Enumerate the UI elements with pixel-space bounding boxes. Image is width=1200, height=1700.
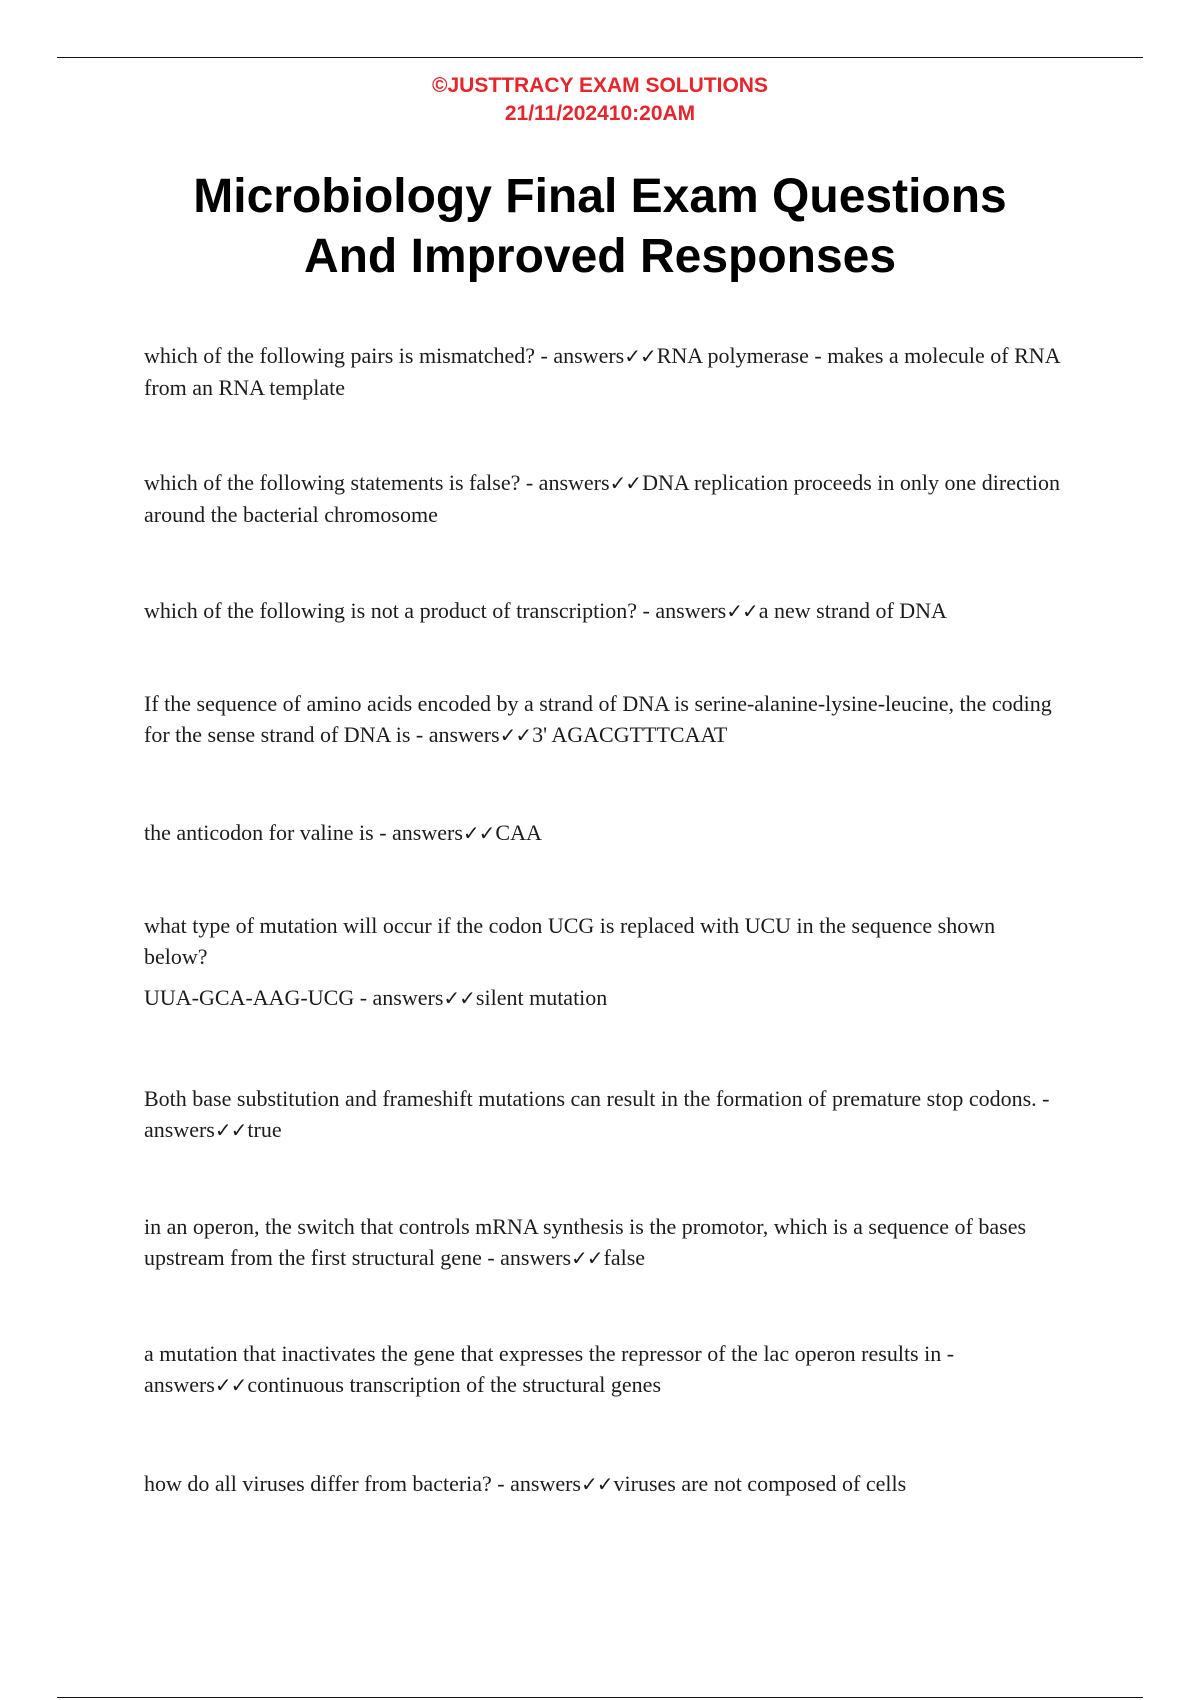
qa-item-3 [144,595,1064,627]
double-check-icon: ✓✓ [726,599,758,623]
answer-text: DNA replication proceeds in only one direction around the bacterial chromosome [144,470,1060,527]
double-check-icon: ✓✓ [581,1472,613,1496]
qa-paragraph [144,595,1064,627]
qa-paragraph: what type of mutation will occur if the codon UCG is replaced with UCU in the sequence shown below? [144,913,996,969]
title-line-1: Microbiology Final Exam Questions [193,170,1007,223]
question-text: Both base substitution and frameshift mutations can result in the formation of premature stop codons. - answers [144,1086,1050,1142]
answer-text: viruses are not composed of cells [613,1471,907,1496]
answer-text: CAA [495,820,542,845]
qa-item-9 [144,1338,1064,1401]
question-text: the anticodon for valine is - answers [144,820,463,845]
double-check-icon: ✓✓ [499,723,532,747]
copyright-line: ©JUSTTRACY EXAM SOLUTIONS [432,74,768,97]
qa-item-7 [144,1083,1064,1146]
answer-text: RNA polymerase - makes a molecule of RNA from an RNA template [144,343,1060,400]
qa-paragraph [144,1211,1064,1274]
double-check-icon: ✓✓ [214,1118,247,1142]
qa-paragraph [144,1083,1064,1146]
document-header [0,72,1200,128]
question-text: which of the following is not a product of transcription? - answers [144,598,727,623]
answer-text: 3' AGACGTTTCAAT [532,722,728,747]
qa-paragraph [144,1468,1064,1500]
top-rule [57,57,1143,58]
title-line-2: And Improved Responses [303,230,897,283]
double-check-icon: ✓✓ [443,986,475,1010]
question-text: UUA-GCA-AAG-UCG - answers [144,985,444,1010]
qa-paragraph [144,688,1064,751]
page-title [0,167,1200,287]
double-check-icon: ✓✓ [624,344,656,368]
answer-text: true [247,1117,282,1142]
bottom-rule [57,1697,1143,1698]
qa-item-2 [144,467,1064,530]
qa-paragraph [144,467,1064,530]
qa-paragraph [144,982,1064,1014]
question-text: how do all viruses differ from bacteria? - answers [144,1471,581,1496]
question-text: which of the following pairs is mismatched? - answers [144,343,625,368]
question-text: a mutation that inactivates the gene that expresses the repressor of the lac operon results in - answers [144,1341,955,1397]
question-text: If the sequence of amino acids encoded by a strand of DNA is serine-alanine-lysine-leucine, the coding for the sense strand of DNA is - answers [144,691,1052,747]
timestamp-line: 21/11/202410:20AM [504,102,696,125]
qa-item-8 [144,1211,1064,1274]
double-check-icon: ✓✓ [609,471,642,495]
answer-text: false [603,1245,646,1270]
qa-paragraph [144,817,1064,849]
qa-item-1 [144,340,1064,403]
qa-paragraph [144,1338,1064,1401]
qa-item-10 [144,1468,1064,1500]
qa-item-6 [144,910,1064,1014]
question-text: which of the following statements is false? - answers [144,470,610,495]
qa-item-5 [144,817,1064,849]
question-text: in an operon, the switch that controls mRNA synthesis is the promotor, which is a sequence of bases upstream from the first structural gene - answers [144,1214,1027,1270]
answer-text: silent mutation [475,985,608,1010]
answer-text: a new strand of DNA [758,598,947,623]
double-check-icon: ✓✓ [462,821,495,845]
double-check-icon: ✓✓ [214,1373,247,1397]
qa-paragraph [144,340,1064,403]
double-check-icon: ✓✓ [571,1246,603,1270]
qa-item-4 [144,688,1064,751]
answer-text: continuous transcription of the structural genes [247,1372,662,1397]
